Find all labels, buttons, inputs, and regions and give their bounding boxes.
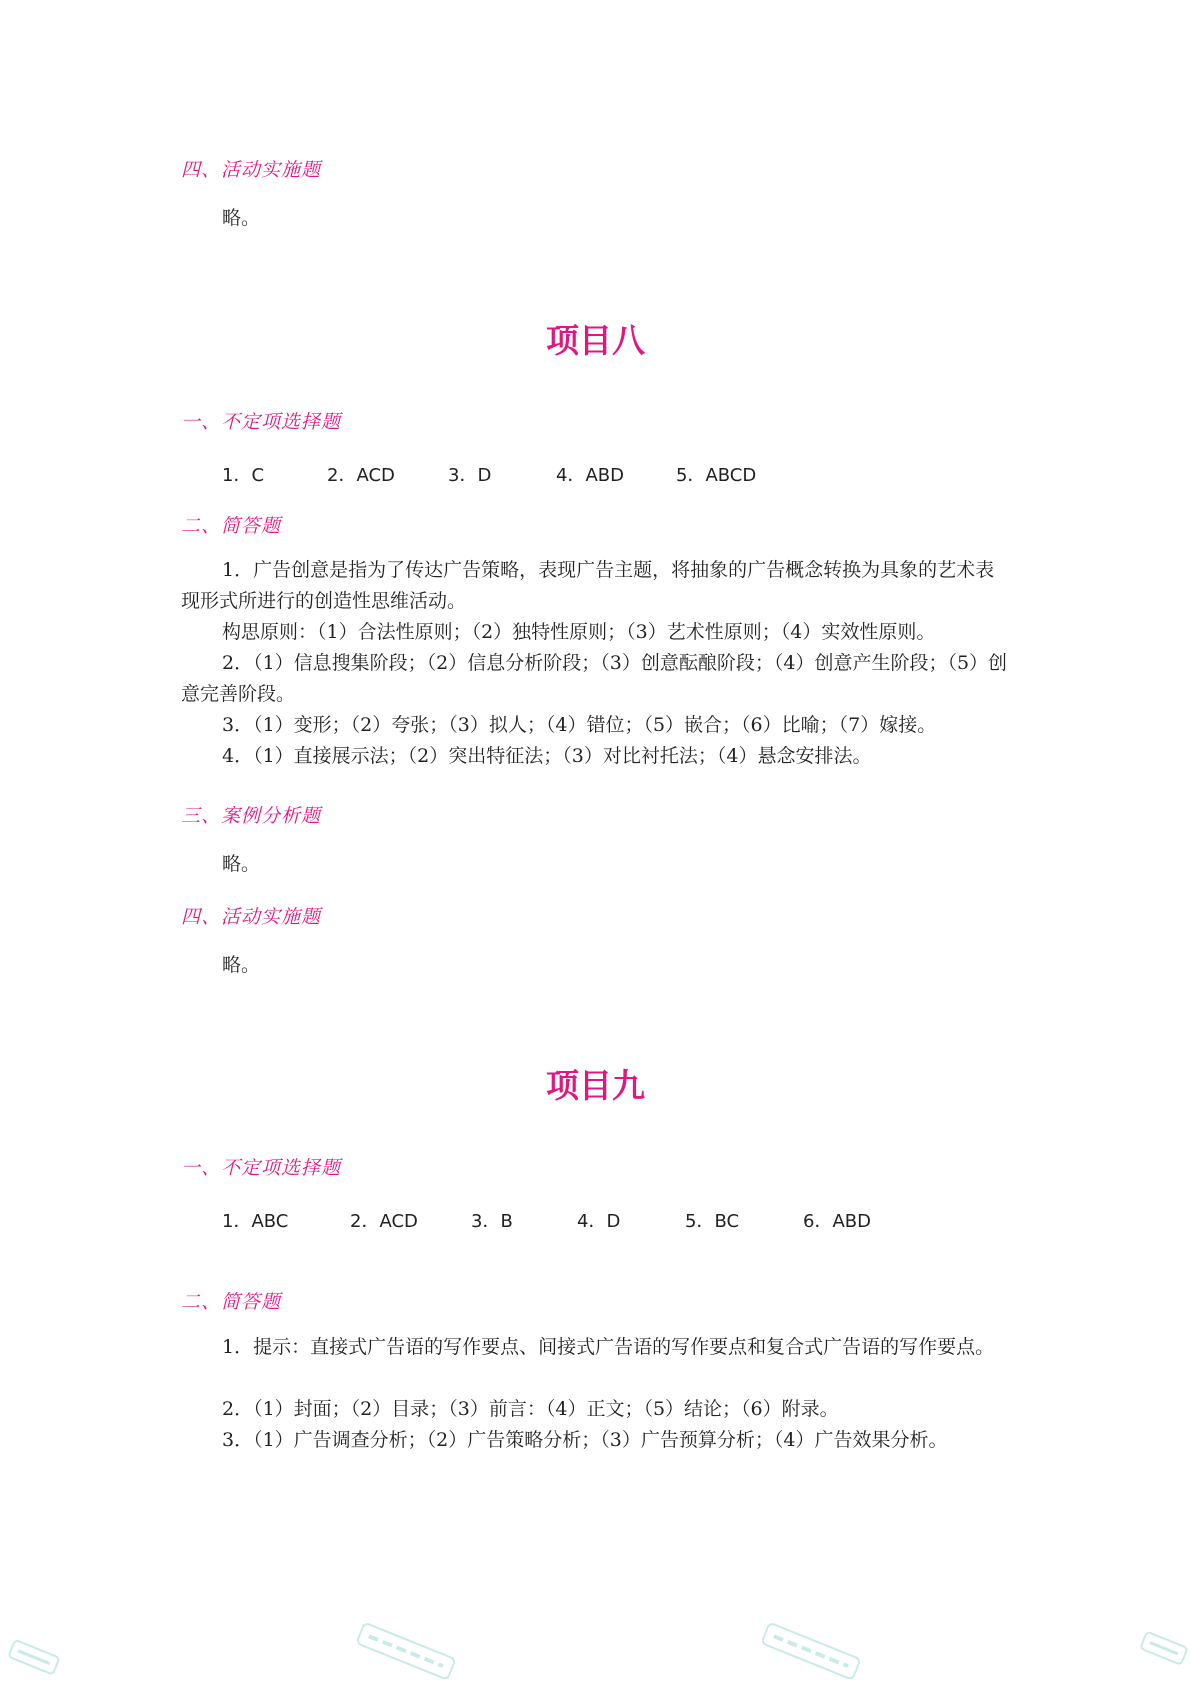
answer-paragraph: 2．（1）封面；（2）目录；（3）前言：（4）正文；（5）结论；（6）附录。	[222, 1398, 839, 1420]
answer-paragraph: 1．提示：直接式广告语的写作要点、间接式广告语的写作要点和复合式广告语的写作要点。	[222, 1336, 995, 1358]
answer-item: 3．B	[471, 1211, 513, 1232]
section-body: 略。	[222, 853, 261, 875]
answer-item: 4．ABD	[556, 465, 624, 486]
answer-item: 1．C	[222, 465, 265, 486]
watermark-logo	[352, 1619, 458, 1688]
watermark-logo	[1136, 1628, 1190, 1672]
section-heading: 一、不定项选择题	[181, 1157, 342, 1179]
section-heading: 一、不定项选择题	[181, 411, 342, 433]
answer-item: 2．ACD	[350, 1211, 418, 1232]
section-heading: 二、简答题	[181, 1291, 282, 1313]
answer-paragraph: 4．（1）直接展示法；（2）突出特征法；（3）对比衬托法；（4）悬念安排法。	[222, 745, 872, 767]
project-title: 项目九	[546, 1066, 645, 1105]
watermark-logo	[4, 1637, 61, 1683]
answer-paragraph: 3．（1）变形；（2）夸张；（3）拟人；（4）错位；（5）嵌合；（6）比喻；（7）嫁接。	[222, 714, 937, 736]
section-heading: 二、简答题	[181, 515, 282, 537]
answer-item: 6．ABD	[803, 1211, 871, 1232]
answer-item: 5．BC	[685, 1211, 740, 1232]
section-heading: 四、活动实施题	[181, 159, 322, 181]
section-heading: 四、活动实施题	[181, 906, 322, 928]
section-body: 略。	[222, 207, 261, 229]
watermark-logo	[757, 1619, 863, 1688]
answer-item: 4．D	[577, 1211, 621, 1232]
section-heading: 三、案例分析题	[181, 805, 322, 827]
answer-paragraph: 1．广告创意是指为了传达广告策略，表现广告主题，将抽象的广告概念转换为具象的艺术表现形式所进行的创造性思维活动。	[181, 559, 995, 612]
answer-paragraph: 2．（1）信息搜集阶段；（2）信息分析阶段；（3）创意酝酿阶段；（4）创意产生阶段；（5）创意完善阶段。	[181, 652, 1008, 705]
answer-paragraph: 3．（1）广告调查分析；（2）广告策略分析；（3）广告预算分析；（4）广告效果分析。	[222, 1429, 948, 1451]
answer-item: 5．ABCD	[676, 465, 757, 486]
answer-item: 2．ACD	[327, 465, 395, 486]
answer-paragraph: 构思原则：（1）合法性原则；（2）独特性原则；（3）艺术性原则；（4）实效性原则。	[222, 621, 936, 643]
answer-item: 1．ABC	[222, 1211, 289, 1232]
answer-item: 3．D	[448, 465, 492, 486]
project-title: 项目八	[546, 321, 645, 360]
section-body: 略。	[222, 954, 261, 976]
